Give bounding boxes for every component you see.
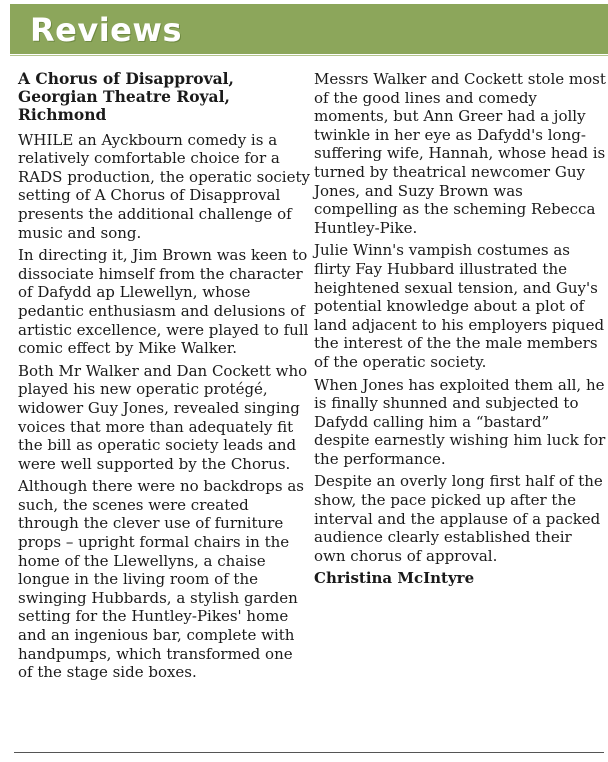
- article-paragraph: When Jones has exploited them all, he is finally shunned and subjected to Dafydd calling him a “bastard” despite earnestly wishing him luck for the performance.: [314, 375, 606, 468]
- article-paragraph: Julie Winn's vampish costumes as flirty Fay Hubbard illustrated the heightened sexual tension, and Guy's potential knowledge about a plot of land adjacent to his employers piqued the interest of the the male members of the operatic society.: [314, 241, 605, 371]
- bottom-divider: [14, 752, 604, 753]
- article-paragraph: WHILE an Ayckbourn comedy is a relatively comfortable choice for a RADS production, the operatic society setting of A Chorus of Disapproval presents the additional challenge of music and song.: [18, 130, 310, 242]
- article-paragraph: Both Mr Walker and Dan Cockett who played his new operatic protégé, widower Guy Jones, revealed singing voices that more than adequately fit the bill as operatic society leads and were well supported by the Chorus.: [18, 361, 308, 473]
- article-paragraph: Messrs Walker and Cockett stole most of the good lines and comedy moments, but Ann Greer had a jolly twinkle in her eye as Dafydd's long-suffering wife, Hannah, whose head is turned by theatrical newcomer Guy Jones, and Suzy Brown was compelling as the scheming Rebecca Huntley-Pike.: [314, 70, 606, 237]
- article-column-left: [18, 70, 310, 686]
- article-paragraph: Although there were no backdrops as such, the scenes were created through the clever use of furniture props – upright formal chairs in the home of the Llewellyns, a chaise longue in the living room of the swinging Hubbards, a stylish garden setting for the Huntley-Pikes' home and an ingenious bar, complete with handpumps, which transformed one of the stage side boxes.: [18, 477, 304, 682]
- section-banner: [10, 4, 608, 54]
- article-byline: Christina McIntyre: [314, 569, 475, 588]
- article-headline: A Chorus of Disapproval, Georgian Theatre Royal, Richmond: [18, 69, 234, 125]
- section-title: Reviews: [30, 11, 182, 49]
- article-column-right: [314, 70, 606, 588]
- article-paragraph: In directing it, Jim Brown was keen to dissociate himself from the character of Dafydd ap Llewellyn, whose pedantic enthusiasm and delusions of artistic excellence, were played to full comic effect by Mike Walker.: [18, 246, 309, 358]
- banner-divider: [10, 55, 608, 56]
- article-paragraph: Despite an overly long first half of the show, the pace picked up after the interval and the applause of a packed audience clearly established their own chorus of approval.: [314, 472, 603, 565]
